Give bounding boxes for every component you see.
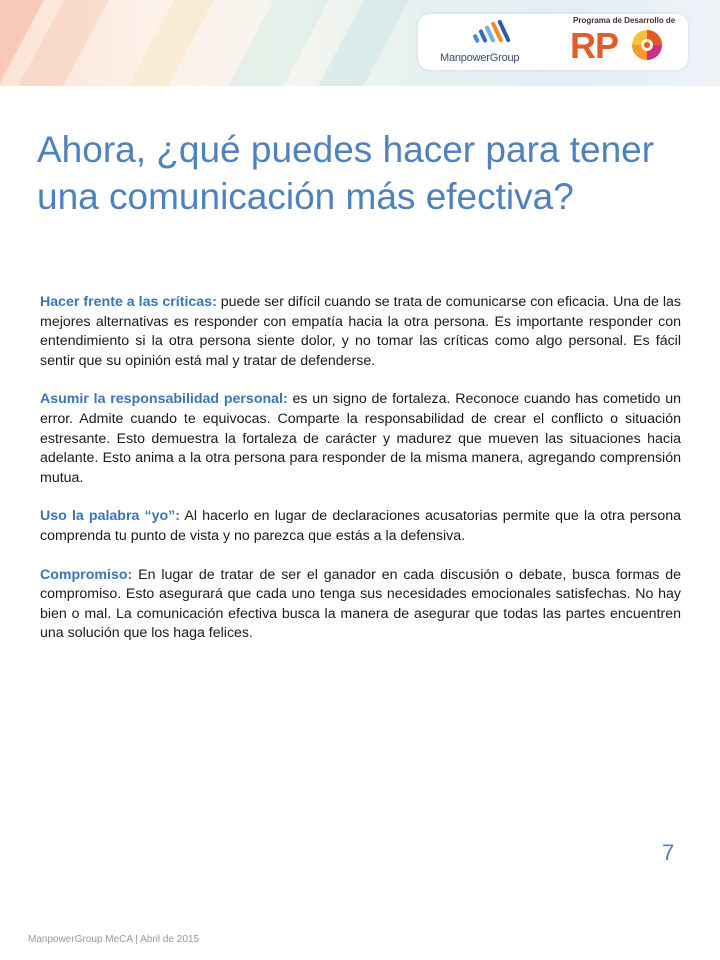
paragraph-lead: Asumir la responsabilidad personal: <box>40 391 288 408</box>
header-banner <box>0 0 720 86</box>
paragraph-lead: Hacer frente a las críticas: <box>40 294 217 310</box>
page-number: 7 <box>662 840 675 865</box>
page-title: Ahora, ¿qué puedes hacer para tener una comunicación más efectiva? <box>37 129 655 217</box>
paragraph-text: es un signo de fortaleza. Reconoce cuando has cometido un error. Admite cuando te equivocas. Comparte la responsabilidad de crear el conflicto o situación estresante. Esto demuestra la fortaleza de carácter y madurez que mueven las situaciones hacia adelante. Esto anima a la otra persona para responder de la misma manera, agregando comprensión mutua. <box>40 391 681 486</box>
paragraph-text: Al hacerlo en lugar de declaraciones acusatorias permite que la otra persona comprenda tu punto de vista y no parezca que estás a la defensiva. <box>40 508 681 544</box>
manpower-logo-text: ManpowerGroup <box>440 52 520 64</box>
paragraph-lead: Compromiso: <box>40 566 133 583</box>
paragraph-yo <box>40 507 681 546</box>
rpo-logo-text: RP <box>570 25 619 66</box>
body-text <box>40 293 681 663</box>
rpo-caption: Programa de Desarrollo de <box>573 16 676 25</box>
paragraph-text: En lugar de tratar de ser el ganador en cada discusión o debate, busca formas de compromiso. Esto asegurará que cada uno tenga sus necesidades emocionales satisfechas. No hay bien o mal. La comunicación efectiva busca la manera de asegurar que todas las partes encuentren una solución que los haga felices. <box>40 566 681 642</box>
banner-stripe <box>110 0 230 86</box>
paragraph-compromiso <box>40 566 681 644</box>
paragraph-text: puede ser difícil cuando se trata de comunicarse con eficacia. Una de las mejores alternativas es responder con empatía hacia la otra persona. Es importante responder con entendimiento si la otra persona siente dolor, y no tomar las críticas como algo personal. Es fácil sentir que su opinión está mal y tratar de defenderse. <box>40 294 681 369</box>
paragraph-criticas <box>40 293 681 371</box>
manpower-logo-icon <box>470 18 520 46</box>
rpo-globe-icon <box>630 28 664 62</box>
logo-box <box>418 14 688 70</box>
paragraph-lead: Uso la palabra “yo”: <box>40 508 180 525</box>
footer-text: ManpowerGroup MeCA | Abril de 2015 <box>28 934 200 945</box>
paragraph-responsabilidad <box>40 390 681 488</box>
